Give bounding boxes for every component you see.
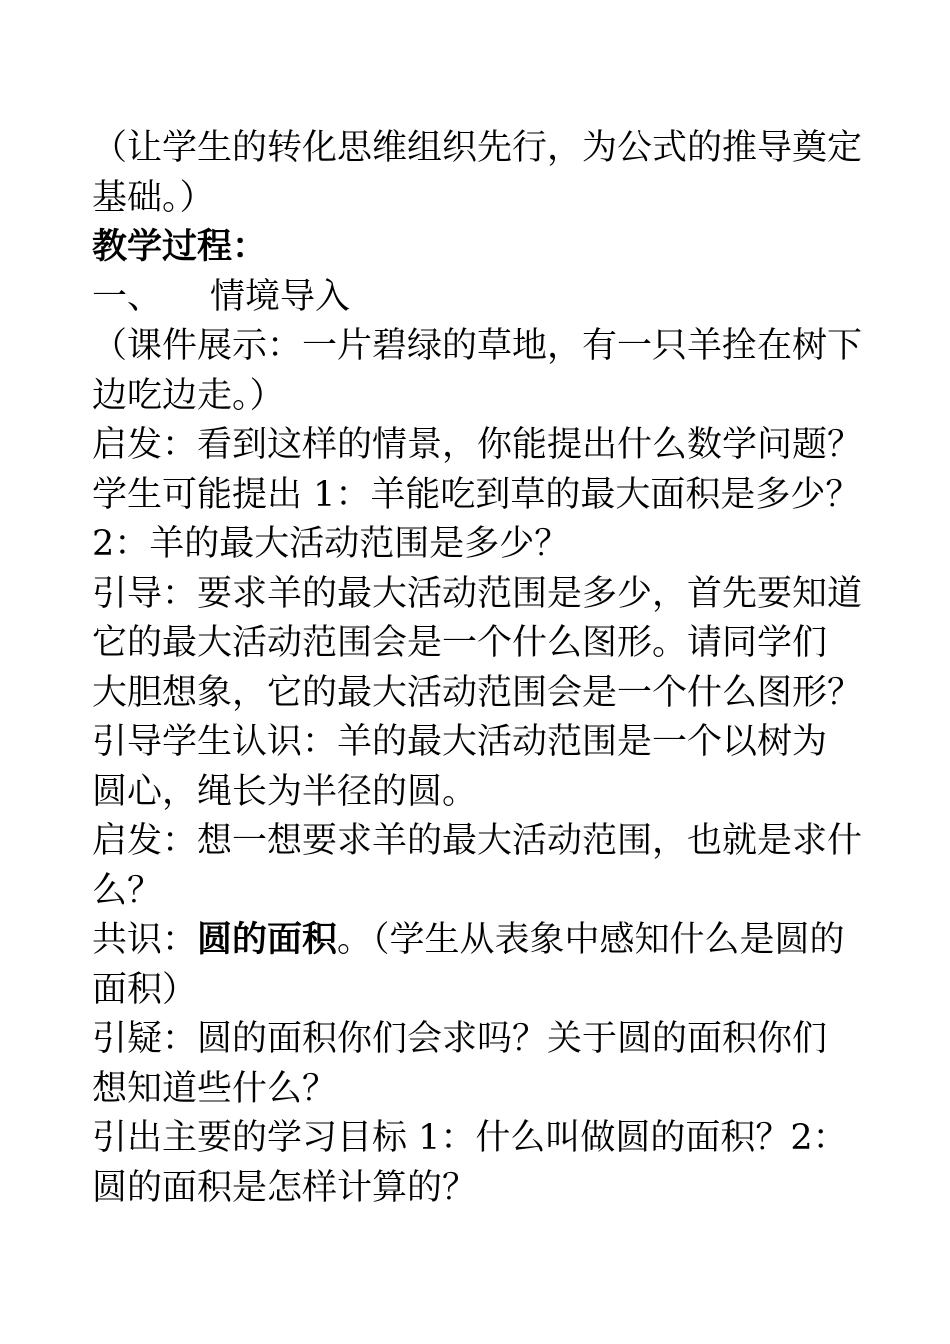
paragraph-line-6: 边吃边走。） xyxy=(92,375,285,416)
subsection-heading xyxy=(92,273,862,323)
paragraph-line-2: 基础。） xyxy=(92,177,215,218)
paragraph-line-19: 引疑：圆的面积你们会求吗？关于圆的面积你们 xyxy=(92,1019,828,1059)
section-heading: 教学过程： xyxy=(92,227,268,267)
consensus-prefix: 共识： xyxy=(92,920,198,960)
paragraph-line-7: 启发：看到这样的情景，你能提出什么数学问题？ xyxy=(92,425,863,465)
paragraph-line-9: 2：羊的最大活动范围是多少？ xyxy=(92,524,570,564)
paragraph-line-22: 圆的面积是怎样计算的？ xyxy=(92,1167,478,1208)
subsection-title: 情境导入 xyxy=(210,276,351,317)
paragraph-line-18: 面积） xyxy=(92,969,198,1010)
paragraph-line-16: 么？ xyxy=(92,870,163,911)
paragraph-line-13: 引导学生认识：羊的最大活动范围是一个以树为 xyxy=(92,722,828,762)
paragraph-line-20: 想知道些什么？ xyxy=(92,1068,338,1109)
consensus-line xyxy=(92,916,862,966)
consensus-term: 圆的面积 xyxy=(197,920,338,960)
consensus-suffix: 。（学生从表象中感知什么是圆的 xyxy=(337,920,845,960)
paragraph-line-14: 圆心，绳长为半径的圆。 xyxy=(92,771,478,812)
paragraph-line-8: 学生可能提出 1：羊能吃到草的最大面积是多少？ xyxy=(92,474,861,515)
paragraph-line-1: （让学生的转化思维组织先行，为公式的推导奠定 xyxy=(92,128,863,168)
paragraph-line-15: 启发：想一想要求羊的最大活动范围，也就是求什 xyxy=(92,821,863,861)
document-body xyxy=(92,124,862,1213)
paragraph-line-21: 引出主要的学习目标 1：什么叫做圆的面积？2： xyxy=(92,1118,848,1158)
paragraph-line-12: 大胆想象，它的最大活动范围会是一个什么图形？ xyxy=(92,672,863,713)
paragraph-line-10: 引导：要求羊的最大活动范围是多少，首先要知道 xyxy=(92,573,863,614)
subsection-number: 一、 xyxy=(92,276,163,317)
paragraph-line-5: （课件展示：一片碧绿的草地，有一只羊拴在树下 xyxy=(92,326,863,366)
paragraph-line-11: 它的最大活动范围会是一个什么图形。请同学们 xyxy=(92,623,828,663)
